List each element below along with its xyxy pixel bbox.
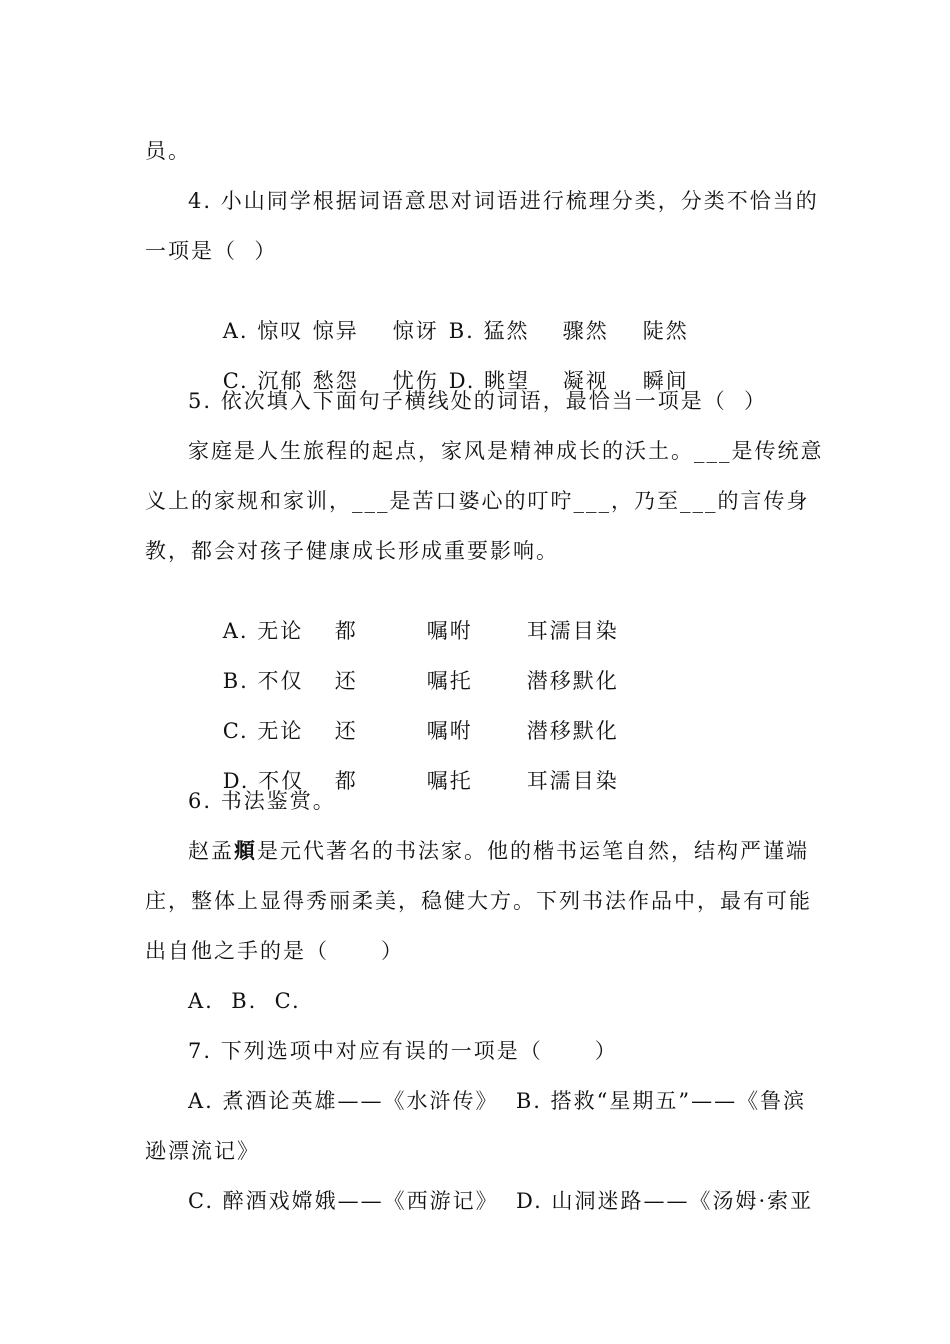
bold-character: 頫 bbox=[234, 838, 257, 863]
question-5-option-d bbox=[188, 736, 619, 793]
option-cell: A. 无论 bbox=[222, 619, 304, 643]
question-5-passage-1: 家庭是人生旅程的起点，家风是精神成长的沃土。___是传统意 bbox=[188, 439, 824, 463]
option-cell: 嘱咐 bbox=[426, 619, 473, 643]
option-cell: 都 bbox=[334, 769, 358, 793]
option-b-word-2: 骤然 bbox=[562, 319, 609, 343]
option-c-word-3: 忧伤 bbox=[392, 369, 439, 393]
question-4-options-cd bbox=[188, 336, 689, 393]
option-cell: 嘱托 bbox=[426, 669, 473, 693]
question-4-stem: 4. 小山同学根据词语意思对词语进行梳理分类，分类不恰当的 bbox=[188, 189, 819, 213]
option-b-word-3: 陡然 bbox=[642, 319, 689, 343]
option-cell: 都 bbox=[334, 619, 358, 643]
question-5-passage-2: 义上的家规和家训，___是苦口婆心的叮咛___，乃至___的言传身 bbox=[145, 489, 810, 513]
question-6-passage-1 bbox=[188, 836, 809, 866]
question-4-options-ab bbox=[188, 286, 689, 343]
question-5-option-a bbox=[188, 586, 619, 643]
question-6-options: A. B. C. bbox=[188, 989, 301, 1013]
option-cell: 还 bbox=[334, 669, 358, 693]
question-5-stem: 5. 依次填入下面句子横线处的词语，最恰当一项是（ ） bbox=[188, 389, 768, 413]
text-run: 是元代著名的书法家。他的楷书运笔自然，结构严谨端 bbox=[257, 839, 809, 863]
question-7-options-ab-cont: 逊漂流记》 bbox=[145, 1139, 260, 1163]
question-6-stem: 6. 书法鉴赏。 bbox=[188, 789, 336, 813]
option-a-word-1: A. 惊叹 bbox=[222, 319, 304, 343]
option-cell: B. 不仅 bbox=[222, 669, 304, 693]
option-d-word-2: 凝视 bbox=[562, 369, 609, 393]
option-cell: D. 不仅 bbox=[222, 769, 305, 793]
option-a-word-2: 惊异 bbox=[312, 319, 359, 343]
question-7-options-cd: C. 醉酒戏嫦娥——《西游记》 D. 山洞迷路——《汤姆·索亚 bbox=[188, 1189, 814, 1213]
option-c-word-1: C. 沉郁 bbox=[222, 369, 304, 393]
option-cell: 嘱咐 bbox=[426, 719, 473, 743]
option-cell: C. 无论 bbox=[222, 719, 304, 743]
question-5-option-c bbox=[188, 686, 619, 743]
question-7-stem: 7. 下列选项中对应有误的一项是（ ） bbox=[188, 1039, 618, 1063]
question-6-passage-2: 庄，整体上显得秀丽柔美，稳健大方。下列书法作品中，最有可能 bbox=[145, 889, 812, 913]
option-cell: 耳濡目染 bbox=[526, 769, 619, 793]
question-7-options-ab: A. 煮酒论英雄——《水浒传》 B. 搭救“星期五”——《鲁滨 bbox=[188, 1089, 807, 1113]
question-6-passage-3: 出自他之手的是（ ） bbox=[145, 939, 405, 963]
option-cell: 潜移默化 bbox=[526, 719, 619, 743]
question-5-option-b bbox=[188, 636, 619, 693]
option-cell: 潜移默化 bbox=[526, 669, 619, 693]
question-4-stem-cont: 一项是（ ） bbox=[145, 239, 278, 263]
question-5-passage-3: 教，都会对孩子健康成长形成重要影响。 bbox=[145, 539, 559, 563]
option-a-word-3: 惊讶 bbox=[392, 319, 439, 343]
option-d-word-1: D. 眺望 bbox=[448, 369, 531, 393]
option-c-word-2: 愁怨 bbox=[312, 369, 359, 393]
text-line: 员。 bbox=[145, 139, 191, 163]
option-cell: 还 bbox=[334, 719, 358, 743]
option-b-word-1: B. 猛然 bbox=[448, 319, 530, 343]
option-d-word-3: 瞬间 bbox=[642, 369, 689, 393]
option-cell: 耳濡目染 bbox=[526, 619, 619, 643]
option-cell: 嘱托 bbox=[426, 769, 473, 793]
text-run: 赵孟 bbox=[188, 839, 234, 863]
